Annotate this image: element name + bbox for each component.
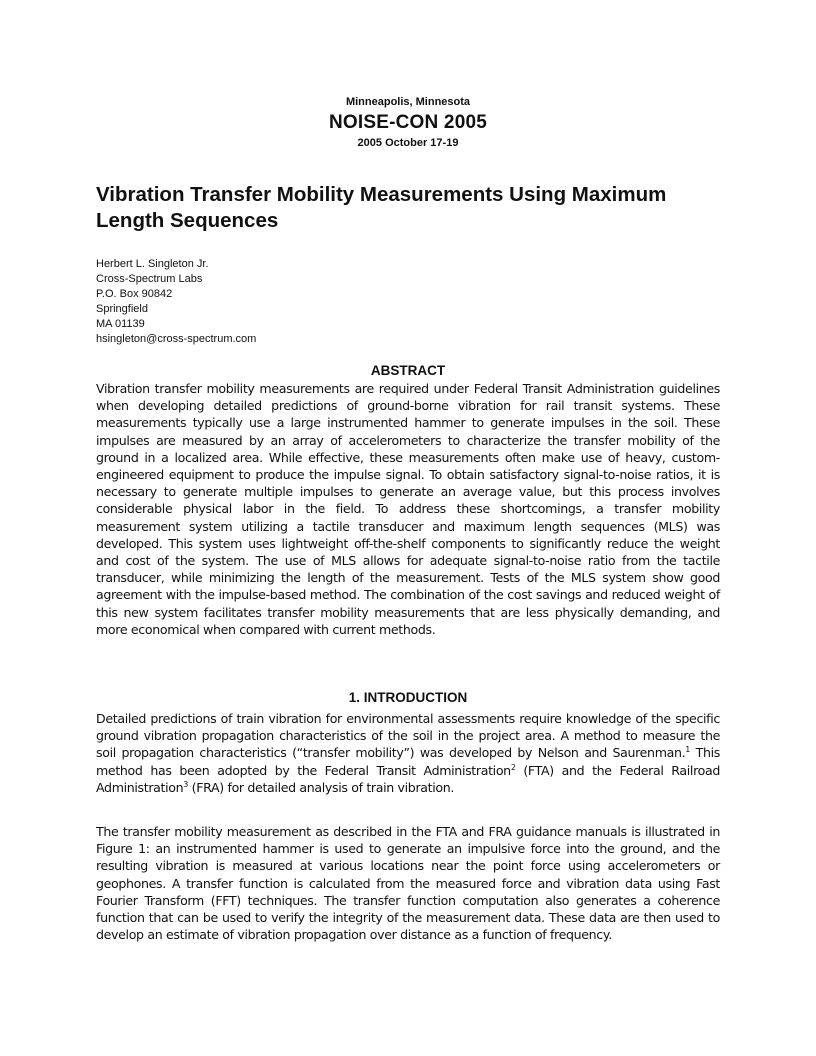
author-organization: Cross-Spectrum Labs <box>96 272 203 285</box>
author-name: Herbert L. Singleton Jr. <box>96 258 209 270</box>
abstract-heading: ABSTRACT <box>370 363 446 378</box>
footnote-ref-2: 2 <box>510 762 516 772</box>
intro-p1-text-b: This method has been adopted by the Federal Transit Administration <box>96 745 720 778</box>
conference-name: NOISE-CON 2005 <box>328 112 488 133</box>
author-city: Springfield <box>96 302 148 315</box>
conference-dates: 2005 October 17-19 <box>357 137 459 149</box>
paper-title: Vibration Transfer Mobility Measurements Using Maximum Length Sequences <box>96 183 667 232</box>
introduction-paragraph-2: The transfer mobility measurement as described in the FTA and FRA guidance manuals is illustrated in Figure 1: an instrumented hammer is used to generate an impulsive force into the ground, and the resulting vibration is measured at various locations near the point force using accelerometers or geophones. A transfer function is calculated from the measured force and vibration data using Fast Fourier Transform (FFT) techniques. The transfer function computation also generates a coherence function that can be used to verify the integrity of the measurement data. These data are then used to develop an estimate of vibration propagation over distance as a function of frequency. <box>96 824 720 943</box>
footnote-ref-1: 1 <box>685 745 691 755</box>
footnote-ref-3: 3 <box>183 779 189 789</box>
author-state-zip: MA 01139 <box>96 317 145 330</box>
introduction-heading: 1. INTRODUCTION <box>348 690 468 705</box>
author-po-box: P.O. Box 90842 <box>96 287 173 300</box>
abstract-text: Vibration transfer mobility measurements are required under Federal Transit Administration guidelines when developing detailed predictions of ground-borne vibration for rail transit systems. These measurements typically use a large instrumented hammer to generate impulses in the soil. These impulses are measured by an array of accelerometers to characterize the transfer mobility of the ground in a localized area. While effective, these measurements often make use of heavy, custom-engineered equipment to produce the impulse signal. To obtain satisfactory signal-to-noise ratios, it is necessary to generate multiple impulses to generate an average value, but this process involves considerable physical labor in the field. To address these shortcomings, a transfer mobility measurement system utilizing a tactile transducer and maximum length sequences (MLS) was developed. This system uses lightweight off-the-shelf components to significantly reduce the weight and cost of the system. The use of MLS allows for adequate signal-to-noise ratio from the tactile transducer, while minimizing the length of the measurement. Tests of the MLS system show good agreement with the impulse-based method. The combination of the cost savings and reduced weight of this new system facilitates transfer mobility measurements that are less physically demanding, and more economical when compared with current methods. <box>96 381 720 637</box>
intro-p1-text-a: Detailed predictions of train vibration for environmental assessments require knowledge of the specific ground vibration propagation characteristics of the soil in the project area. A method to measure the soil propagation characteristics (“transfer mobility”) was developed by Nelson and Saurenman. <box>96 711 720 761</box>
introduction-paragraph-1 <box>96 710 720 796</box>
conference-location: Minneapolis, Minnesota <box>345 96 471 108</box>
author-email: hsingleton@cross-spectrum.com <box>96 332 257 345</box>
intro-p1-text-c: (FTA) and the Federal Railroad Administration <box>96 762 720 795</box>
intro-p1-text-d: (FRA) for detailed analysis of train vibration. <box>188 779 455 795</box>
author-block <box>96 257 256 346</box>
